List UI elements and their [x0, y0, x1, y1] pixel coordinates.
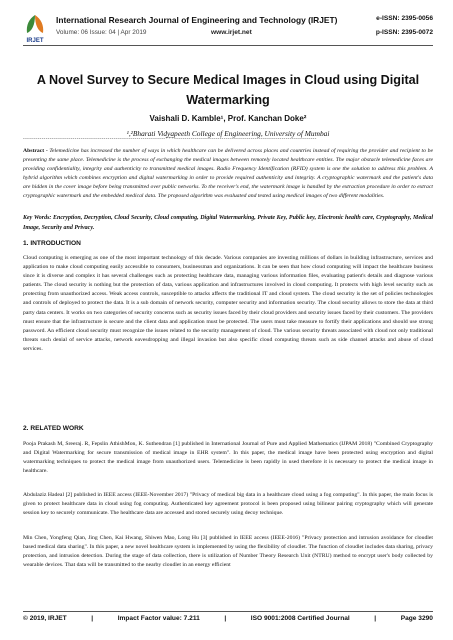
- footer-iso: ISO 9001:2008 Certified Journal: [250, 615, 350, 622]
- irjet-logo: [23, 13, 47, 45]
- footer-divider: |: [374, 615, 377, 622]
- eissn: e-ISSN: 2395-0056: [376, 15, 433, 22]
- introduction-text: Cloud computing is emerging as one of the most important technology of this decade. Various companies are investing millions of dollars in building infrastructure, services and application to make cloud computing easily accessible to consumers, businessman and organizations. It can be seen that how cloud computing will impact the healthcare business since it is diverse and complex it has several challenges such as protecting healthcare data, managing various information files, evaluating patient's details and diagnose various patients. The cloud security is nothing but the protection of data, various application and infrastructures involved in cloud computing. It protects with high level security such as protecting from unauthorized access. Weak access controls, susceptible to attacks affects the traditional IT and cloud system. The cloud security is the set of policies technologies and controls of deployed to protect the data. It is a sub domain of network security, computer security and information security. The cloud security allows to store the data at third party data centers. It works on two categories of security concerns such as security issues faced by their cloud providers and security issues faced by their customers. The providers must ensure that the infrastructure is secure and the client data and application must be protected. The users must take measure to fortify their applications and should use strong password. An efficient cloud security must recognize the issues related to the security management of cloud. The various security threats associated with cloud not only traditional threats such denial of service attacks, network eavesdropping and illegal invasion but also specific cloud computing threats such as side channel attacks and abuse of cloud services.: [23, 255, 433, 352]
- section-separator: ---------------------------------------------------------------------***---------------------------------------------------------------------: [23, 137, 317, 142]
- journal-header: [23, 13, 433, 53]
- section-heading-introduction: 1. INTRODUCTION: [23, 240, 81, 247]
- keywords: Key Words: Encryption, Decryption, Cloud Security, Cloud computing, Digital Watermarking, Private Key, Public key, Electronic health care, Cryptography, Medical Image, Security and Privacy.: [23, 215, 433, 231]
- abstract-label: Abstract -: [23, 148, 48, 154]
- svg-text:IRJET: IRJET: [26, 38, 44, 44]
- paper-authors: Vaishali D. Kamble¹, Prof. Kanchan Doke²: [149, 114, 307, 123]
- journal-website[interactable]: www.irjet.net: [211, 29, 252, 36]
- paper-affiliation: ¹,²Bharati Vidyapeeth College of Engineering, University of Mumbai: [126, 129, 330, 138]
- related-work-paragraph: Abdulaziz Hadeal [2] published in IEEE access (IEEE-November 2017) "Privacy of medical big data in a healthcare cloud using a fog computing". In this paper, the main focus is given to protect healthcare data in cloud using fog computing. Authenticated key agreement protocol is been proposed using bilinear pairing cryptography which will generate session key to securely communicate. The healthcare data are accessed and stored securely using decoy technique.: [23, 492, 433, 517]
- abstract-text: Telemedicine has increased the number of ways in which healthcare can be delivered across places and countries instead of requiring the provider and recipient to be presenting the same place. Telemedicine is the process of exchanging the medical images between remotely located healthcare entities. The major obstacle telemedicine faces are providing confidentiality, integrity and authenticity to transmitted medical images. Radio Frequency Identification (RFID) system is one the solution to address this problem. A hybrid algorithm which combines encryption and digital watermarking in order to provide required authenticity and integrity. A cryptographic watermark and the patient's data are hidden in the cover image before being transmitted over public networks. To the receiver's end, the watermark image is handled by the extraction procedure in order to extract cryptographic watermark and the embedded medical data. The proposed algorithm was evaluated and tested using medical images of two different modalities.: [23, 148, 434, 200]
- related-work-paragraph: Pooja Prakash M, Sreeraj. R, Fepslin AthishMon, K. Suthendran [1] published in International Journal of Pure and Applied Mathematics (IJPAM 2018) "Combined Cryptography and Digital Watermarking for secure transmission of medical image in EHR system". In this paper, the medical image have been protected using encryption and digital watermarking techniques to protect the medical image from unauthorized users. Telemedicine is been rapidly in used therefore it is necessary to protect the medical image in healthcare.: [23, 441, 433, 475]
- footer-divider: |: [91, 615, 94, 622]
- page-number: Page 3290: [400, 615, 433, 622]
- pissn: p-ISSN: 2395-0072: [375, 29, 433, 36]
- footer-divider: |: [224, 615, 227, 622]
- section-heading-related-work: 2. RELATED WORK: [23, 425, 84, 432]
- footer-impact-factor: Impact Factor value: 7.211: [117, 615, 200, 622]
- paper-title: A Novel Survey to Secure Medical Images in Cloud using Digital Watermarking: [36, 73, 420, 107]
- journal-name: International Research Journal of Engineering and Technology (IRJET): [56, 15, 338, 25]
- header-rule: [23, 45, 433, 46]
- footer-copyright: © 2019, IRJET: [23, 615, 67, 622]
- related-work-paragraph: Min Chen, Yongfeng Qian, Jing Chen, Kai Hwang, Shiwen Mao, Long Hu [3] published in IEEE access (IEEE-2016) "Privacy protection and intrusion avoidance for cloudlet based medical data sharing". In this paper, a new novel healthcare system is implemented by using the flexibility of cloudlet. The function of cloudlet includes data sharing, privacy protection, and intrusion detection. During the stage of data collection, there is utilization of Number Theory Research Unit (NTRU) method to encrypt user's body collected by wearable devices. That data will be transmitted to the nearby cloudlet in an energy efficient: [23, 535, 433, 569]
- footer-rule: [23, 611, 433, 612]
- volume-issue: Volume: 06 Issue: 04 | Apr 2019: [56, 29, 147, 36]
- page-footer: [23, 615, 433, 622]
- abstract: [23, 147, 433, 202]
